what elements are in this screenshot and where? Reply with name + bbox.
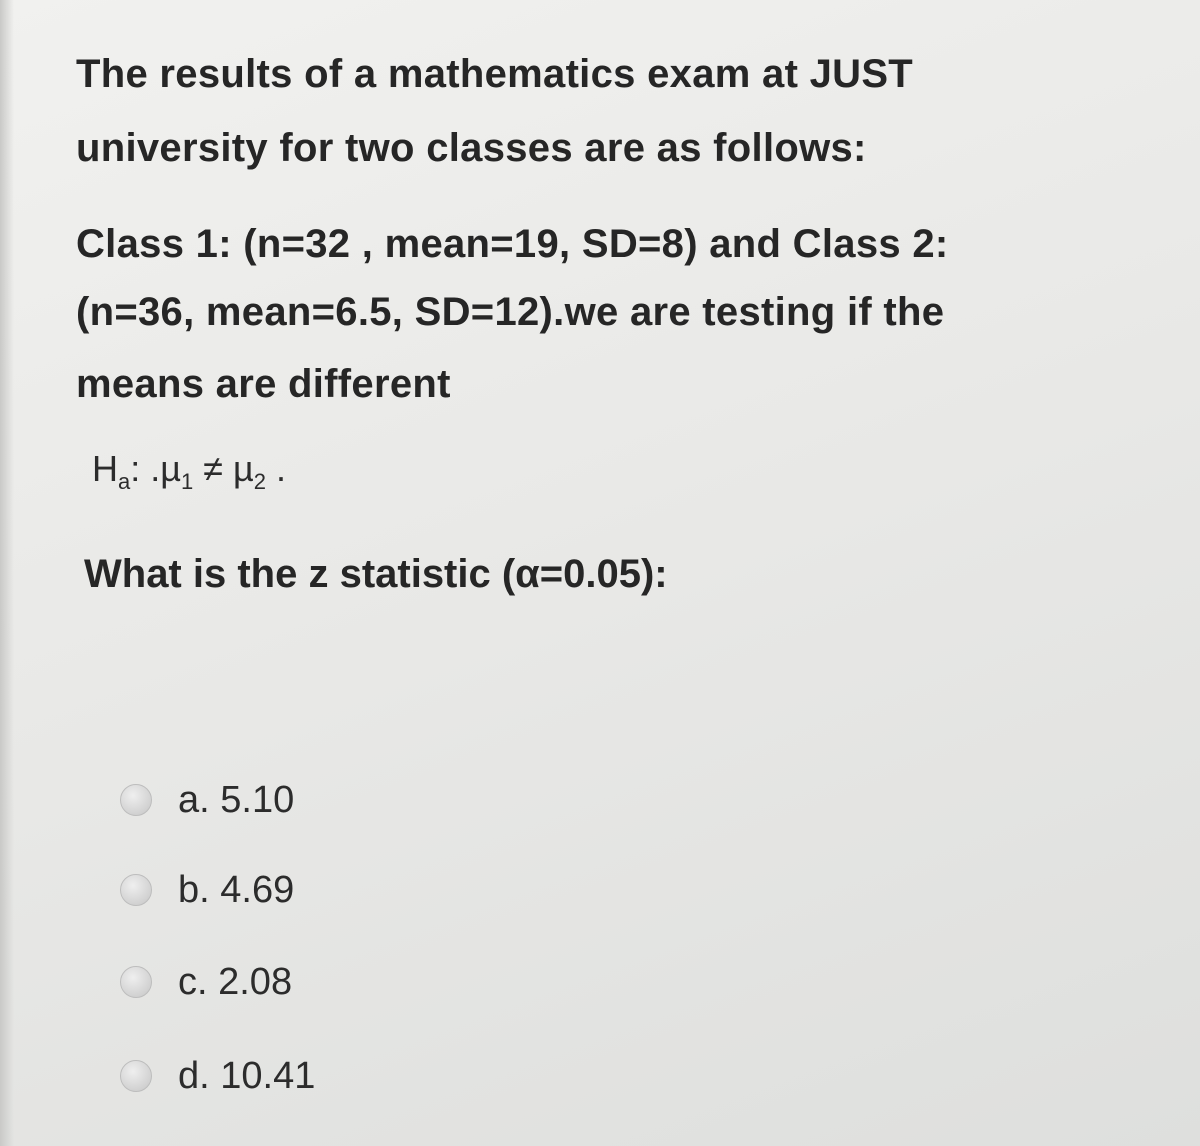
radio-button-a[interactable] [120, 784, 152, 816]
question-prompt: What is the z statistic (α=0.05): [84, 552, 668, 596]
option-b-label: b. 4.69 [178, 868, 295, 911]
hypothesis-label: H [92, 448, 118, 489]
option-d-label: d. 10.41 [178, 1054, 316, 1097]
question-line-3: Class 1: (n=32 , mean=19, SD=8) and Class 2: [76, 222, 949, 266]
question-line-4: (n=36, mean=6.5, SD=12).we are testing if the [76, 290, 945, 334]
mu2-symbol: µ [233, 448, 254, 489]
not-equal-symbol: ≠ [193, 448, 234, 489]
question-line-1: The results of a mathematics exam at JUST [76, 52, 914, 96]
radio-button-c[interactable] [120, 966, 152, 998]
option-c[interactable] [120, 952, 292, 1012]
screen-edge-shadow [0, 0, 14, 1146]
option-a[interactable] [120, 770, 294, 830]
option-c-label: c. 2.08 [178, 960, 293, 1003]
hypothesis-label-subscript: a [118, 469, 131, 495]
radio-button-b[interactable] [120, 874, 152, 906]
hypothesis-trail: . [266, 448, 287, 489]
mu1-subscript: 1 [181, 469, 194, 495]
alternative-hypothesis [92, 448, 286, 495]
hypothesis-colon: : . [130, 448, 161, 489]
option-b[interactable] [120, 860, 294, 920]
option-d[interactable] [120, 1046, 315, 1106]
question-line-5: means are different [76, 362, 451, 406]
radio-button-d[interactable] [120, 1060, 152, 1092]
option-a-label: a. 5.10 [178, 778, 295, 821]
mu1-symbol: µ [160, 448, 182, 489]
question-line-2: university for two classes are as follows: [76, 126, 867, 170]
mu2-subscript: 2 [253, 469, 267, 495]
